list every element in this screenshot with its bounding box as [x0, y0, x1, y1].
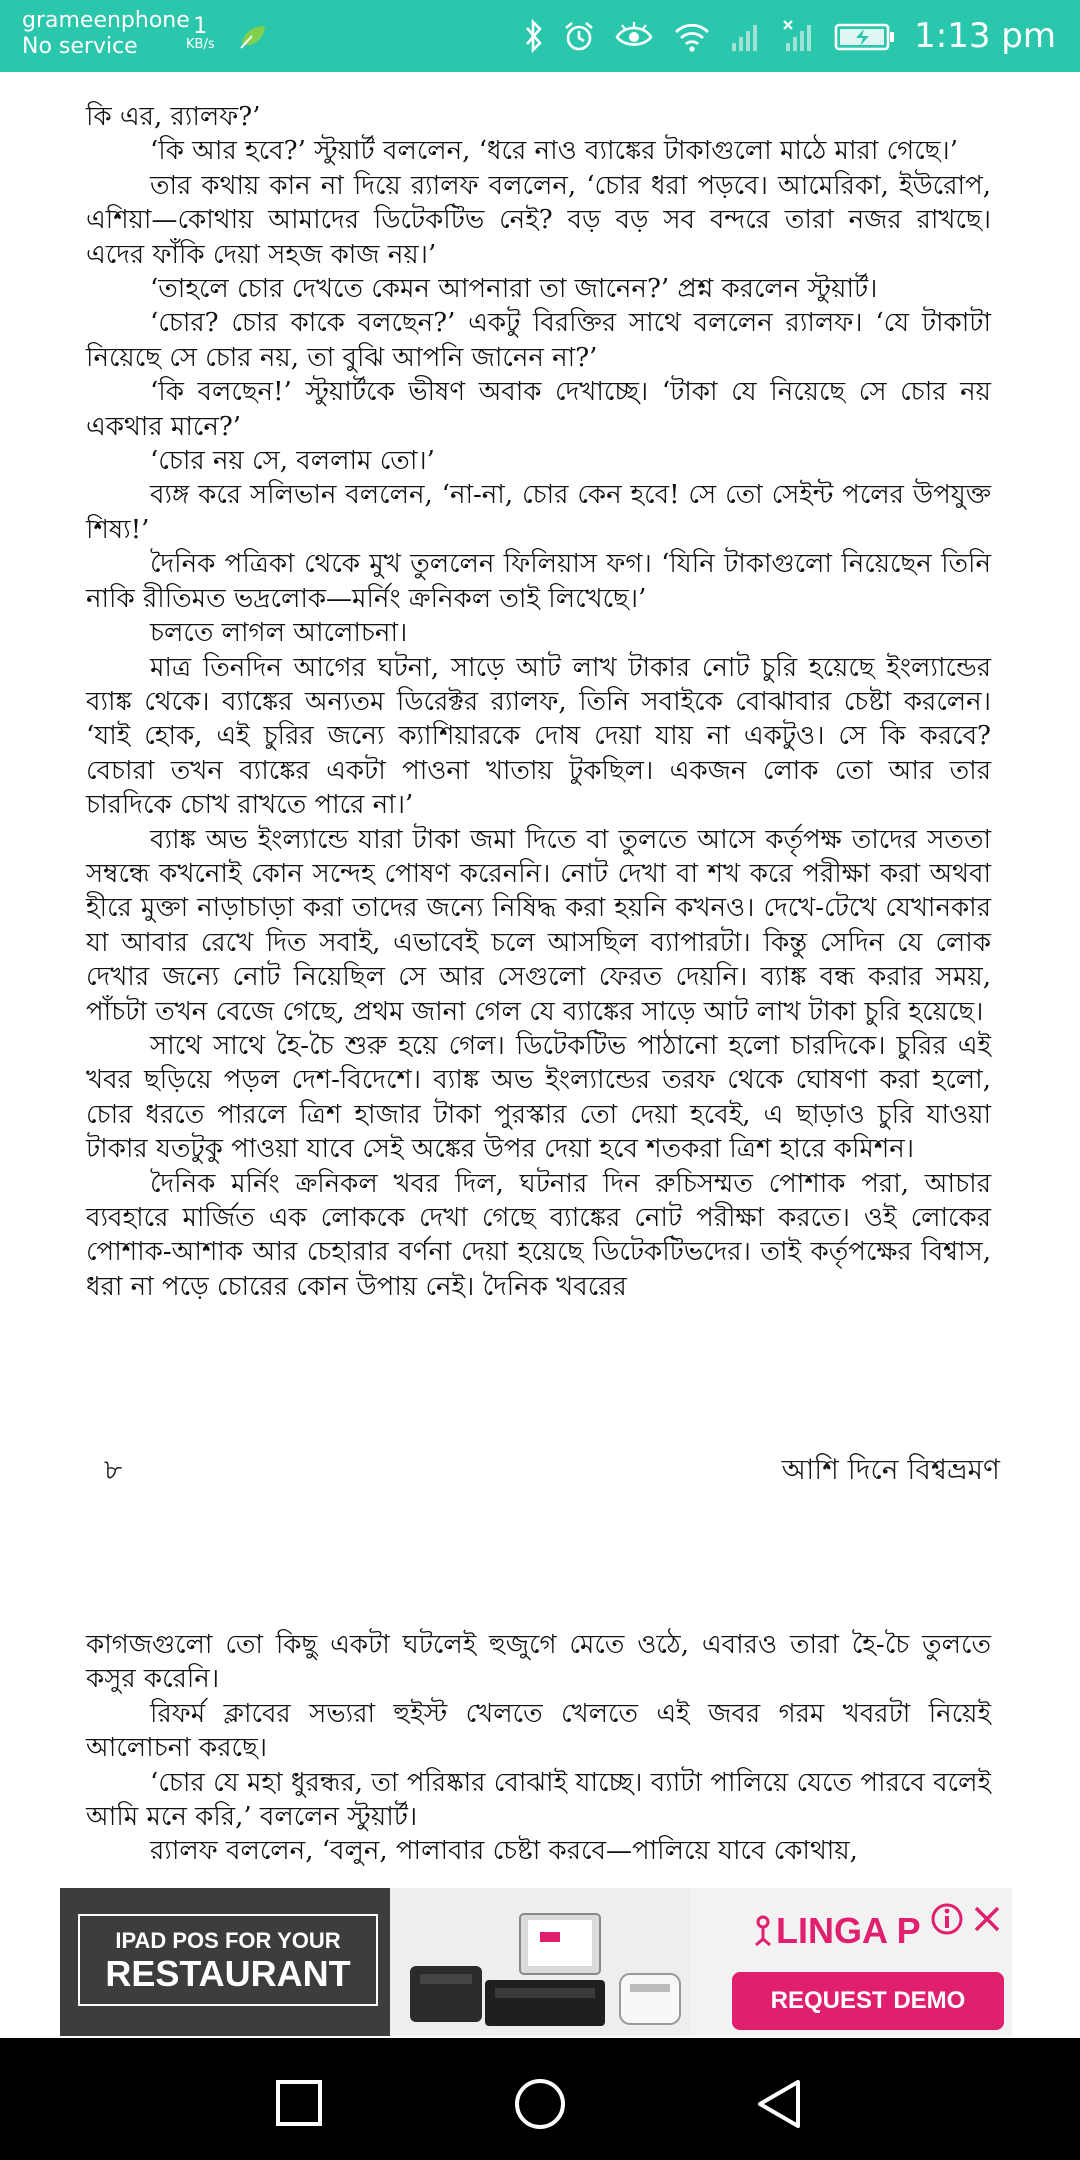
request-demo-button[interactable]: REQUEST DEMO — [732, 1972, 1004, 2030]
battery-charging-icon — [834, 19, 896, 53]
book-page[interactable] — [0, 72, 1080, 2038]
ad-headline-line2: RESTAURANT — [105, 1953, 351, 1994]
ad-headline-line1: IPAD POS FOR YOUR — [115, 1928, 341, 1953]
signal-none-icon — [780, 19, 816, 53]
clock: 1:13 pm — [914, 16, 1056, 56]
paragraph: ‘কি আর হবে?’ স্টুয়ার্ট বললেন, ‘ধরে নাও ব্যাঙ্কের টাকাগুলো মাঠে মারা গেছে।’ — [150, 136, 958, 167]
paragraph: ‘চোর নয় সে, বললাম তো।’ — [150, 446, 435, 477]
book-title: আশি দিনে বিশ্বভ্রমণ — [781, 1453, 1000, 1486]
back-icon[interactable] — [750, 2074, 810, 2134]
paragraph: ‘তাহলে চোর দেখতে কেমন আপনারা তা জানেন?’ প্রশ্ন করলেন স্টুয়ার্ট। — [150, 274, 878, 305]
page-footer — [100, 1448, 1000, 1488]
alarm-icon — [562, 19, 596, 53]
carrier-info — [22, 8, 190, 60]
net-speed — [186, 16, 215, 52]
status-bar — [0, 0, 1080, 72]
ad-info-icon[interactable] — [930, 1902, 964, 1936]
paragraph: কাগজগুলো তো কিছু একটা ঘটলেই হুজুগে মেতে ওঠে, এবারও তারা হৈ-চৈ তুলতে কসুর করেনি। — [86, 1630, 991, 1695]
status-icons — [524, 0, 1056, 72]
paragraph: দৈনিক পত্রিকা থেকে মুখ তুললেন ফিলিয়াস ফগ। ‘যিনি টাকাগুলো নিয়েছেন তিনি নাকি রীতিমত ভদ্রলোক—মর্নিং ক্রনিকল তাই লিখেছে।’ — [86, 549, 991, 614]
text-block-page-9 — [86, 1628, 991, 1869]
paragraph: ব্যাঙ্ক অভ ইংল্যান্ডে যারা টাকা জমা দিতে বা তুলতে আসে কর্তৃপক্ষ তাদের সততা সম্বন্ধে কখনোই কোন সন্দেহ পোষণ করেননি। নোট দেখা বা শখ করে পরীক্ষা করা অথবা হীরে মুক্তা নাড়াচাড়া করা তাদের জন্যে নিষিদ্ধ করা হয়নি কখনও। দেখে-টেখে যেখানকার যা আবার রেখে দিত সবাই, এভাবেই চলে আসছিল ব্যাপারটা। কিন্তু সেদিন যে লোক দেখার জন্যে নোট নিয়েছিল সে আর সেগুলো ফেরত দেয়নি। ব্যাঙ্ক বন্ধ করার সময়, পাঁচটা তখন বেজে গেছে, প্রথম জানা গেল যে ব্যাঙ্কের সাড়ে আট লাখ টাকা চুরি হয়েছে। — [86, 824, 991, 1027]
ad-brand-name — [750, 1910, 921, 1952]
ad-banner[interactable] — [60, 1888, 1012, 2036]
ad-headline-box — [78, 1914, 378, 2006]
paragraph: সাথে সাথে হৈ-চৈ শুরু হয়ে গেল। ডিটেকটিভ পাঠানো হলো চারদিকে। চুরির এই খবর ছড়িয়ে পড়ল দেশ-বিদেশে। ব্যাঙ্ক অভ ইংল্যান্ডের তরফ থেকে ঘোষণা করা হলো, চোর ধরতে পারলে ত্রিশ হাজার টাকা পুরস্কার তো দেয়া হবেই, এ ছাড়াও চুরি যাওয়া টাকার যতটুকু পাওয়া যাবে সেই অঙ্কের উপর দেয়া হবে শতকরা ত্রিশ হারে কমিশন। — [86, 1030, 991, 1165]
recent-apps-icon[interactable] — [270, 2074, 330, 2134]
paragraph: দৈনিক মর্নিং ক্রনিকল খবর দিল, ঘটনার দিন রুচিসম্মত পোশাক পরা, আচার ব্যবহারে মার্জিত এক লোককে দেখা গেছে ব্যাঙ্কের নোট পরীক্ষা করতে। ওই লোকের পোশাক-আশাক আর চেহারার বর্ণনা দেয়া হয়েছে ডিটেকটিভদের। তাই কর্তৃপক্ষের বিশ্বাস, ধরা না পড়ে চোরের কোন উপায় নেই। দৈনিক খবরের — [86, 1168, 991, 1302]
paragraph: চলতে লাগল আলোচনা। — [150, 618, 408, 649]
person-logo-icon — [750, 1915, 776, 1947]
paragraph: ব্যঙ্গ করে সলিভান বললেন, ‘না-না, চোর কেন হবে! সে তো সেইন্ট পলের উপযুক্ত শিষ্য!’ — [86, 480, 991, 545]
net-speed-unit: KB/s — [186, 37, 215, 52]
ad-brand-label: LINGA P — [776, 1910, 921, 1951]
paragraph: রিফর্ম ক্লাবের সভ্যরা হুইস্ট খেলতে খেলতে এই জবর গরম খবরটা নিয়েই আলোচনা করছে। — [86, 1698, 991, 1764]
signal-icon — [730, 19, 762, 53]
paragraph: ‘কি বলছেন!’ স্টুয়ার্টকে ভীষণ অবাক দেখাচ্ছে। ‘টাকা যে নিয়েছে সে চোর নয় একথার মানে?’ — [86, 377, 991, 442]
ad-headline-panel — [60, 1888, 400, 2036]
paragraph: র‍্যালফ বললেন, ‘বলুন, পালাবার চেষ্টা করবে—পালিয়ে যাবে কোথায়, — [150, 1836, 858, 1867]
paragraph: তার কথায় কান না দিয়ে র‍্যালফ বললেন, ‘চোর ধরা পড়বে। আমেরিকা, ইউরোপ, এশিয়া—কোথায় আমাদের ডিটেকটিভ নেই? বড় বড় সব বন্দরে তারা নজর রাখছে। এদের ফাঁকি দেয়া সহজ কাজ নয়।’ — [86, 170, 991, 270]
wifi-icon — [672, 19, 712, 53]
paragraph: ‘চোর যে মহা ধুরন্ধর, তা পরিষ্কার বোঝাই যাচ্ছে। ব্যাটা পালিয়ে যেতে পারবে বলেই আমি মনে করি,’ বললেন স্টুয়ার্ট। — [86, 1767, 991, 1833]
eye-icon — [614, 19, 654, 53]
ad-close-icon[interactable] — [970, 1902, 1004, 1936]
home-icon[interactable] — [510, 2074, 570, 2134]
page-number: ৮ — [104, 1453, 123, 1486]
paragraph: কি এর, র‍্যালফ?’ — [86, 102, 261, 132]
navigation-bar — [0, 2038, 1080, 2160]
bluetooth-icon — [524, 19, 544, 53]
text-block-page-8 — [86, 100, 991, 1304]
net-speed-value: 1 — [193, 14, 208, 39]
paragraph: ‘চোর? চোর কাকে বলছেন?’ একটু বিরক্তির সাথে বললেন র‍্যালফ। ‘যে টাকাটা নিয়েছে সে চোর নয়, তা বুঝি আপনি জানেন না?’ — [86, 308, 991, 373]
carrier-name: grameenphone — [22, 8, 190, 33]
pos-hardware-image — [390, 1888, 690, 2036]
leaf-icon — [238, 22, 268, 50]
service-status: No service — [22, 34, 138, 59]
paragraph: মাত্র তিনদিন আগের ঘটনা, সাড়ে আট লাখ টাকার নোট চুরি হয়েছে ইংল্যান্ডের ব্যাঙ্ক থেকে। ব্যাঙ্কের অন্যতম ডিরেক্টর র‍্যালফ, তিনি সবাইকে বোঝাবার চেষ্টা করলেন। ‘যাই হোক, এই চুরির জন্যে ক্যাশিয়ারকে দোষ দেয়া যায় না একটুও। সে কি করবে? বেচারা তখন ব্যাঙ্কের একটা পাওনা খাতায় টুকছিল। একজন লোক তো আর তার চারদিকে চোখ রাখতে পারে না।’ — [86, 652, 991, 821]
